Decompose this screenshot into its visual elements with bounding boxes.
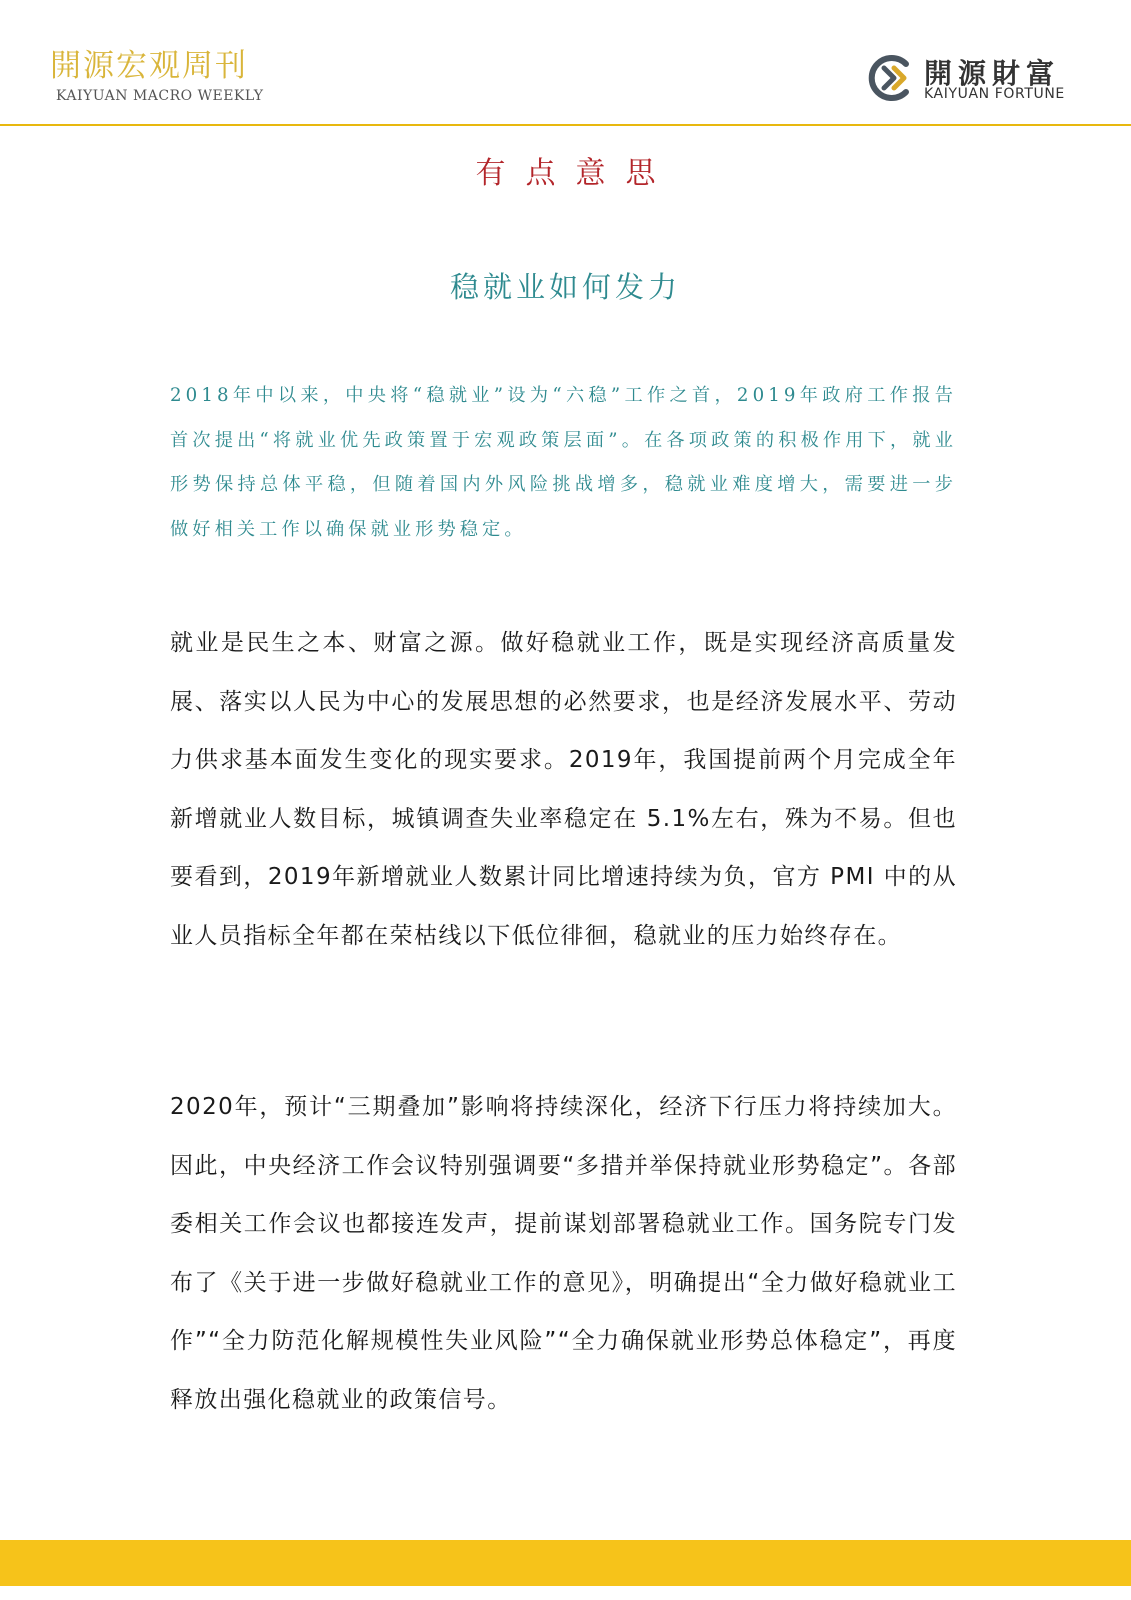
page-header	[0, 0, 1131, 124]
logo-english-name: KAIYUAN FORTUNE	[924, 86, 1065, 102]
body-paragraph-2: 2020年，预计“三期叠加”影响将持续深化，经济下行压力将持续加大。因此，中央经济工作会议特别强调要“多措并举保持就业形势稳定”。各部委相关工作会议也都接连发声，提前谋划部署稳就业工作。国务院专门发布了《关于进一步做好稳就业工作的意见》，明确提出“全力做好稳就业工作”“全力防范化解规模性失业风险”“全力确保就业形势总体稳定”，再度释放出强化稳就业的政策信号。	[170, 1094, 957, 1413]
kaiyuan-logo-icon	[866, 54, 914, 102]
footer-bar	[0, 1540, 1131, 1586]
brand-title: 開源宏观周刊	[50, 48, 248, 84]
logo-chinese-name: 開源財富	[924, 57, 1061, 90]
section-title: 有点意思	[475, 156, 676, 191]
article-abstract: 2018年中以来，中央将“稳就业”设为“六稳”工作之首，2019年政府工作报告首次提出“将就业优先政策置于宏观政策层面”。在各项政策的积极作用下，就业形势保持总体平稳，但随着国内外风险挑战增多，稳就业难度增大，需要进一步做好相关工作以确保就业形势稳定。	[170, 385, 957, 540]
brand-subtitle: KAIYUAN MACRO WEEKLY	[56, 88, 264, 104]
article-title: 稳就业如何发力	[449, 270, 681, 304]
header-divider	[0, 124, 1131, 126]
company-logo	[866, 50, 1086, 106]
body-paragraph-1: 就业是民生之本、财富之源。做好稳就业工作，既是实现经济高质量发展、落实以人民为中心的发展思想的必然要求，也是经济发展水平、劳动力供求基本面发生变化的现实要求。2019年，我国提前两个月完成全年新增就业人数目标，城镇调查失业率稳定在 5.1%左右，殊为不易。但也要看到，2019年新增就业人数累计同比增速持续为负，官方 PMI 中的从业人员指标全年都在荣枯线以下低位徘徊，稳就业的压力始终存在。	[170, 630, 957, 949]
